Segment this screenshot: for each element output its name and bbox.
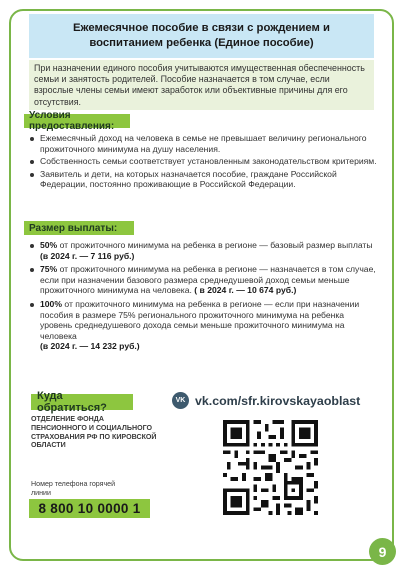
list-item [27,240,377,261]
vk-link[interactable]: vk.com/sfr.kirovskayaoblast [195,393,361,408]
payment-amount: (в 2024 г. — 7 116 руб.) [40,250,135,261]
vk-link-row[interactable] [172,392,360,409]
contact-label: Куда обратиться? [31,394,133,410]
payment-amount: ( в 2024 г. — 10 674 руб.) [194,285,297,296]
payment-text: от прожиточного минимума на ребенка в регионе — если при назначении пособия в размере 75% регионального прожиточного минимума на ребенка уровень среднедушевого дохода семьи меньше прожиточного минимума на человека [40,298,360,341]
payment-percent: 50% [40,240,58,250]
payment-list [27,240,377,355]
office-name: ОТДЕЛЕНИЕ ФОНДА ПЕНСИОННОГО И СОЦИАЛЬНОГО СТРАХОВАНИЯ РФ ПО КИРОВСКОЙ ОБЛАСТИ [31,415,157,450]
title-banner [29,14,374,58]
intro-text: При назначении единого пособия учитываются имущественная обеспеченность семьи и занятость родителей. Пособие назначается в том случае, если взрослые члены семьи имеют заработок или объективные причины для его отсутствия. [34,63,365,107]
page-title: Ежемесячное пособие в связи с рождением и воспитанием ребенка (Единое пособие) [72,22,331,49]
payment-text: от прожиточного минимума на ребенка в регионе — базовый размер выплаты [57,240,373,250]
payment-amount: (в 2024 г. — 14 232 руб.) [40,341,140,352]
payment-percent: 100% [40,298,62,309]
vk-logo-icon: VK [172,392,189,409]
page-number: 9 [369,538,396,565]
hotline-label: Номер телефона горячей линии [31,480,116,497]
list-item: Заявитель и дети, на которых назначается пособие, граждане Российской Федерации, постоянно проживающие в Российской Федерации. [27,169,377,190]
payment-percent: 75% [40,264,58,275]
conditions-label: Условия предоставления: [24,114,130,128]
intro-box [29,60,374,110]
list-item: Ежемесячный доход на человека в семье не превышает величину регионального прожиточного минимума на душу населения. [27,133,377,154]
hotline-phone[interactable]: 8 800 10 0000 1 [29,499,150,518]
conditions-list [27,133,377,192]
payment-text: от прожиточного минимума на ребенка в регионе — назначается в том случае, если при назначении базового размера среднедушевой доход семьи меньше прожиточного минимума на человека. [40,264,376,296]
list-item [27,299,377,352]
qr-code [221,420,320,515]
list-item [27,264,377,296]
payment-label: Размер выплаты: [24,221,134,235]
list-item: Собственность семьи соответствует установленным законодательством критериям. [27,156,377,167]
